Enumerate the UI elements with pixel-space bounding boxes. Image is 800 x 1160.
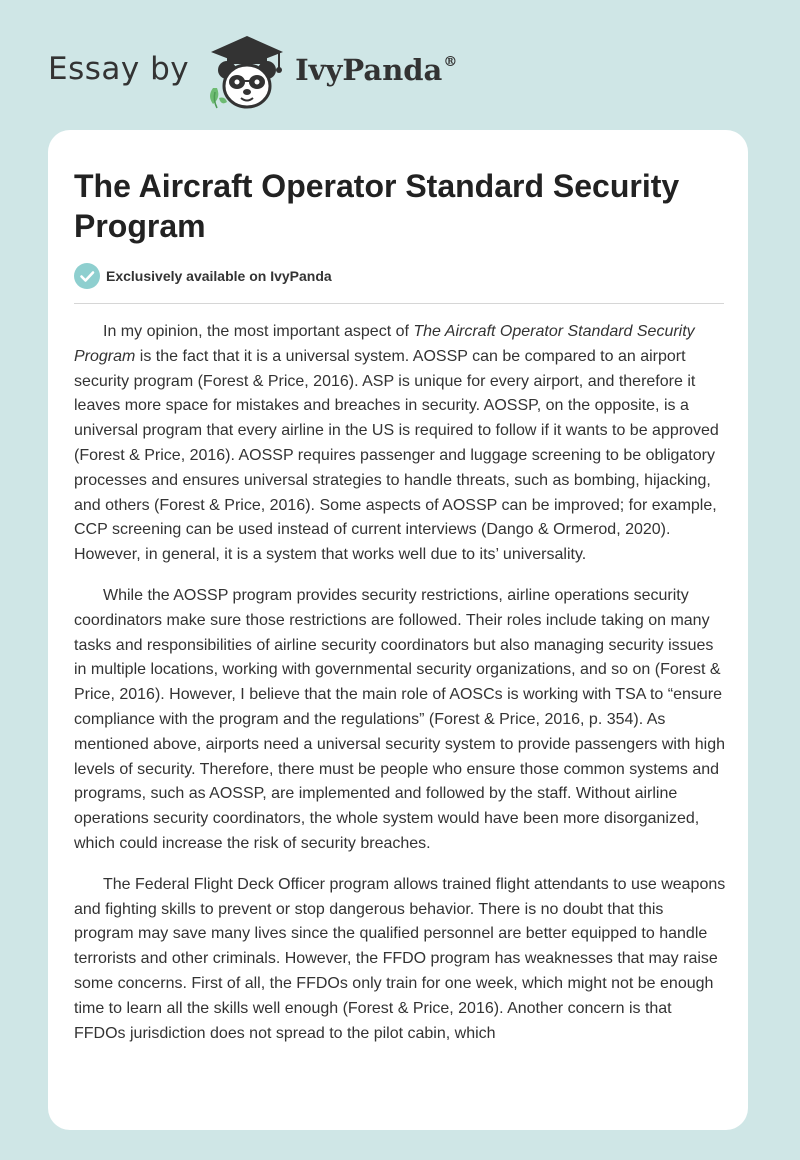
registered-mark: ® — [443, 54, 458, 70]
brand-name: IvyPanda® — [295, 53, 458, 87]
essay-body — [74, 320, 726, 1062]
brand-header — [48, 32, 457, 112]
check-circle-icon — [74, 263, 100, 289]
paragraph: While the AOSSP program provides security restrictions, airline operations security coordinators make sure those restrictions are followed. Their roles include taking on many tasks and responsibilities of airline security coordinators but also managing security issues in multiple locations, working with governmental security organizations, and so on (Forest & Price, 2016). However, I believe that the main role of AOSCs is working with TSA to “ensure compliance with the program and the regulations” (Forest & Price, 2016, p. 354). As mentioned above, airports need a universal security system to provide passengers with high levels of security. Therefore, there must be people who ensure those common systems and programs, such as AOSSP, are implemented and followed by the staff. Without airline operations security coordinators, the whole system would have been more disorganized, which could increase the risk of security breaches. — [74, 586, 726, 852]
panda-logo-icon — [203, 32, 291, 112]
italic-title-reference: The Aircraft Operator Standard Security Program — [74, 323, 695, 365]
exclusive-badge — [74, 263, 332, 289]
paragraph: The Federal Flight Deck Officer program allows trained flight attendants to use weapons and fighting skills to prevent or stop dangerous behavior. There is no doubt that this program may save many lives since the qualified personnel are better equipped to handle terrorists and other criminals. However, the FFDO program has weaknesses that may raise some concerns. First of all, the FFDOs only train for one week, which might not be enough time to learn all the skills well enough (Forest & Price, 2016). Another concern is that FFDOs jurisdiction does not spread to the pilot cabin, which — [74, 875, 726, 1042]
essay-card — [48, 130, 748, 1130]
exclusive-label: Exclusively available on IvyPanda — [106, 268, 332, 284]
brand-prefix: Essay by — [48, 51, 190, 87]
essay-title: The Aircraft Operator Standard Security Program — [74, 168, 680, 244]
divider — [74, 303, 724, 304]
paragraph: In my opinion, the most important aspect of The Aircraft Operator Standard Security Program is the fact that it is a universal system. AOSSP can be compared to an airport security program (Forest & Price, 2016). ASP is unique for every airport, and therefore it leaves more space for mistakes and breaches in security. AOSSP, on the opposite, is a universal program that every airline in the US is required to follow if it wants to be approved (Forest & Price, 2016). AOSSP requires passenger and luggage screening to be obligatory processes and ensures universal strategies to handle threats, such as bombing, hijacking, and others (Forest & Price, 2016). Some aspects of AOSSP can be improved; for example, CCP screening can be used instead of current interviews (Dango & Ormerod, 2020). However, in general, it is a system that works well due to its’ universality. — [74, 323, 719, 564]
